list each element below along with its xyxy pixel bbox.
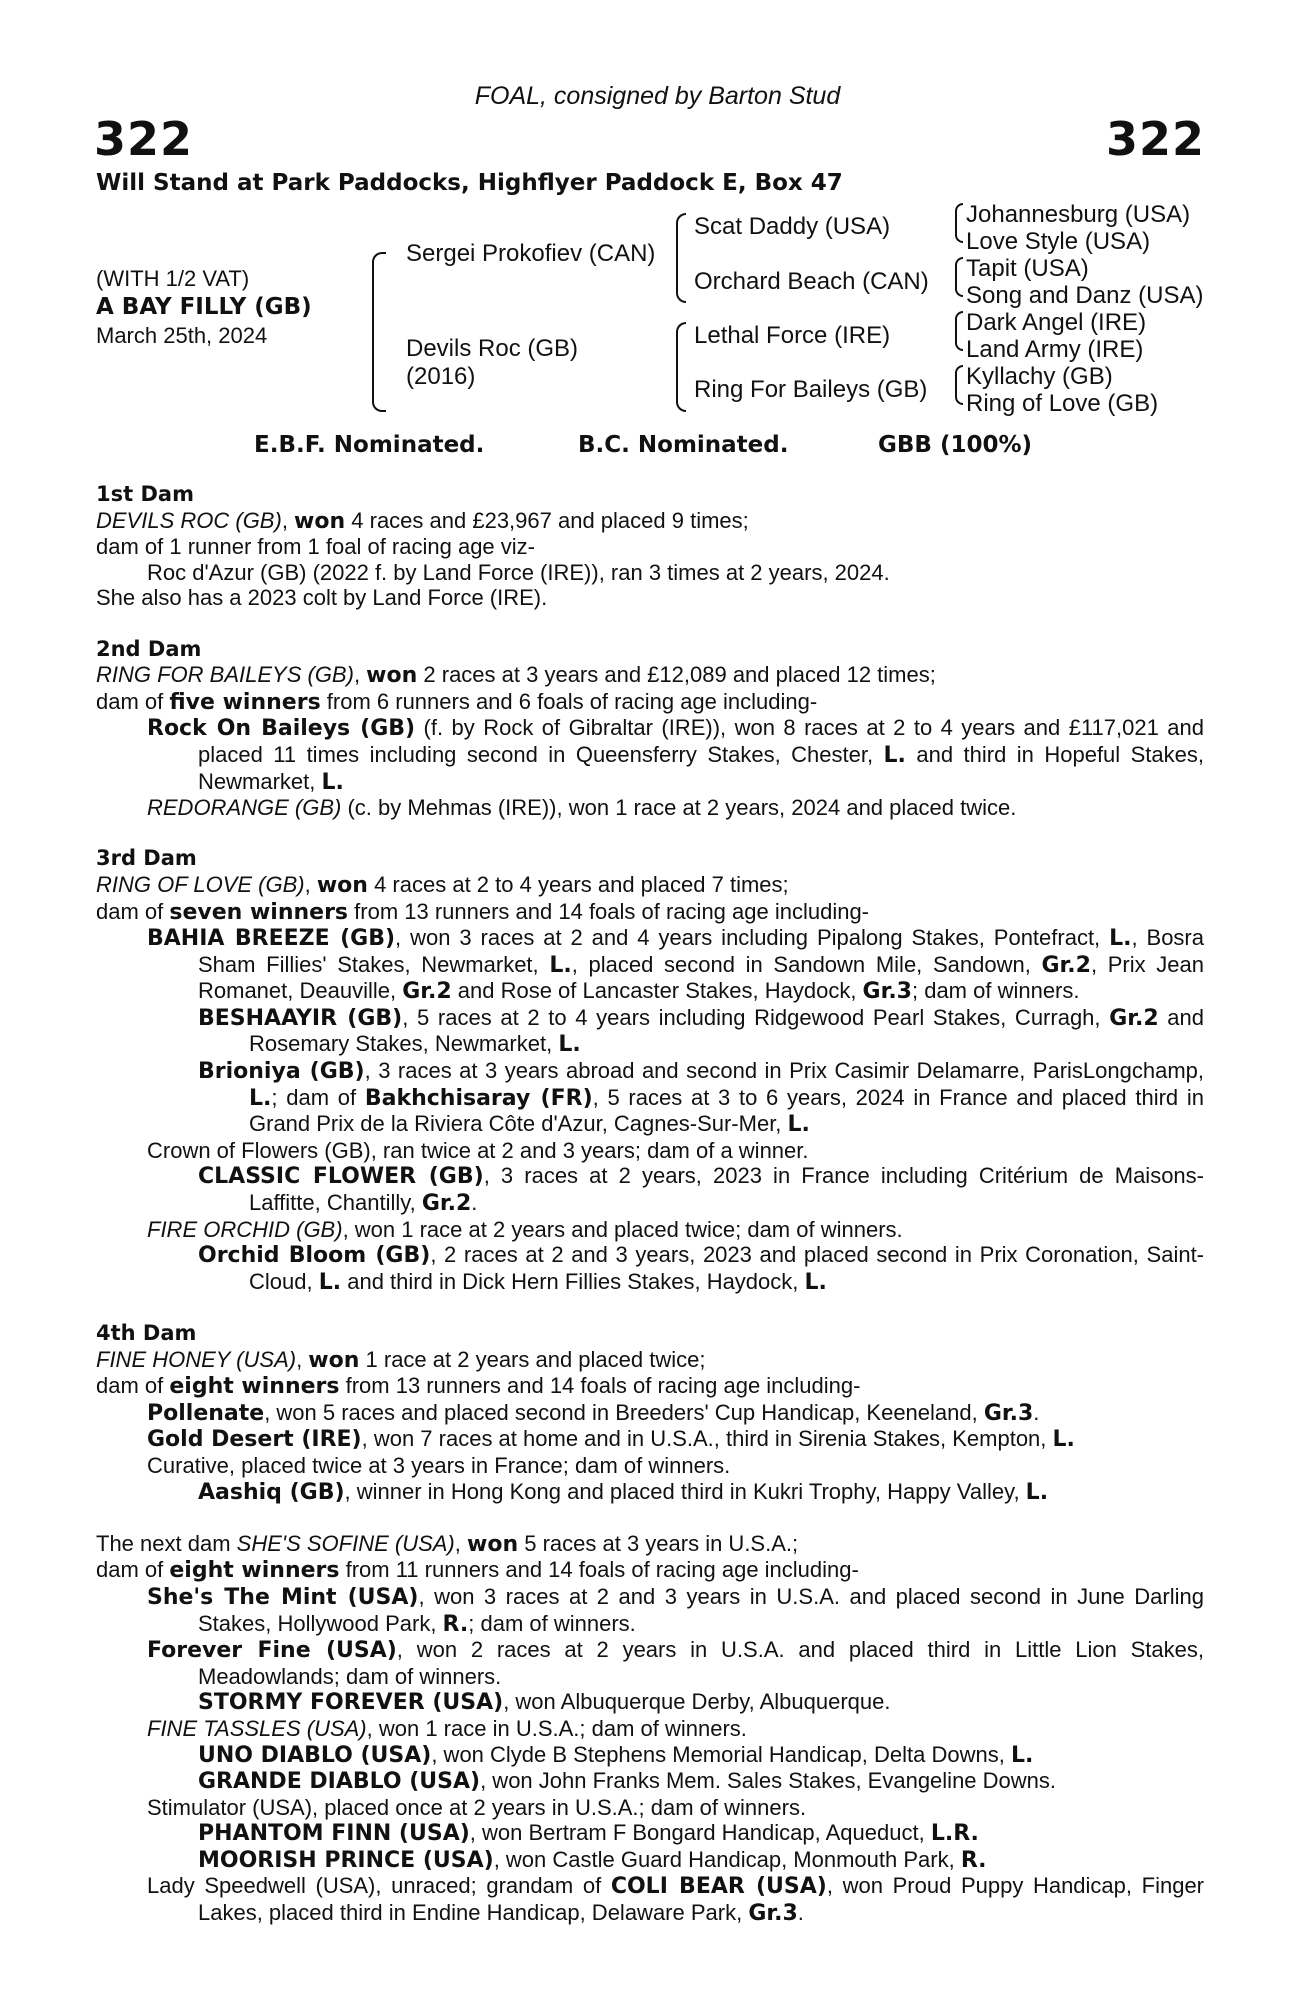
fourth-dam-record: FINE HONEY (USA), won 1 race at 2 years and placed twice; (96, 1346, 706, 1373)
dam: Devils Roc (GB) (406, 335, 579, 362)
text: , won 2 races at 2 years in U.S.A. and placed third in Little Lion Stakes, Meadowlands; dam of winners. (198, 1637, 1204, 1689)
text: , won Proud Puppy Handicap, Finger Lakes, placed third in Endine Handicap, Delaware Park, (198, 1873, 1205, 1926)
brace-sire (676, 213, 686, 303)
race-grade: L. (804, 1269, 827, 1295)
text: from 13 runners and 14 foals of racing age including- (339, 1373, 861, 1399)
third-dam-produce-summary (96, 899, 1204, 926)
record-text: 2 races at 3 years and £12,089 and placed 12 times; (417, 662, 936, 688)
lot-number-left: 322 (94, 112, 194, 166)
produce-entry: Crown of Flowers (GB), ran twice at 2 and 3 years; dam of a winner. (147, 1137, 809, 1163)
text: , won 7 races at home and in U.S.A., third in Sirenia Stakes, Kempton, (361, 1426, 1053, 1452)
catalogue-body (96, 482, 1204, 1927)
text: , 3 races at 2 years, 2023 in France including Critérium de Maisons-Laffitte, Chantilly, (249, 1163, 1204, 1216)
race-grade: L. (249, 1085, 272, 1111)
produce-entry (96, 1768, 1204, 1795)
text: from 11 runners and 14 foals of racing age including- (339, 1557, 859, 1583)
dam-year: (2016) (406, 363, 476, 390)
text: , won Bertram F Bongard Handicap, Aqueduct, (469, 1820, 931, 1846)
second-dam-produce-summary (96, 689, 1204, 716)
horse-name: Bakhchisaray (FR) (364, 1085, 593, 1111)
race-grade: L. (558, 1032, 581, 1058)
text: , 2 races at 2 and 3 years, 2023 and placed second in Prix Coronation, Saint-Cloud, (249, 1242, 1205, 1294)
race-grade: L. (1052, 1427, 1075, 1453)
consigned-by: FOAL, consigned by Barton Stud (474, 82, 841, 110)
produce-entry (96, 1242, 1204, 1295)
horse-name: Pollenate (147, 1400, 265, 1426)
produce-entry (96, 795, 1204, 821)
horse-name: PHANTOM FINN (USA) (198, 1821, 470, 1847)
text: ; dam of winners. (911, 978, 1080, 1004)
text: ; dam of winners. (468, 1610, 636, 1636)
horse-name: COLI BEAR (USA) (610, 1874, 827, 1900)
text: , Prix Jean Romanet, Deauville, (198, 951, 1204, 1004)
brace-sd (955, 257, 963, 297)
produce-entry (96, 1005, 1204, 1058)
text: and third in Dick Hern Fillies Stakes, Haydock, (341, 1268, 805, 1294)
ebf-nomination: E.B.F. Nominated. (254, 432, 485, 458)
text: (f. by Rock of Gibraltar (IRE)), won 8 races at 2 to 4 years and £117,021 and placed 11 times including second in Queensferry Stakes, Chester, (198, 715, 1204, 767)
text: , won 3 races at 2 and 3 years in U.S.A. and placed second in June Darling Stakes, Hollywood Park, (198, 1583, 1204, 1636)
race-grade: L.R. (930, 1821, 979, 1847)
first-dam-produce-summary: dam of 1 runner from 1 foal of racing age viz- (96, 534, 535, 560)
produce-entry (96, 1847, 1204, 1874)
produce-entry: Curative, placed twice at 3 years in France; dam of winners. (147, 1452, 731, 1478)
horse-name: FIRE ORCHID (GB) (147, 1216, 343, 1242)
dam-dam: Ring For Baileys (GB) (694, 376, 928, 403)
produce-entry (96, 1689, 1204, 1716)
foaling-date: March 25th, 2024 (96, 323, 268, 348)
winners-count: eight winners (169, 1558, 340, 1584)
record-text: 4 races at 2 to 4 years and placed 7 times; (367, 871, 789, 897)
text: , won 3 races at 2 and 4 years including Pipalong Stakes, Pontefract, (395, 925, 1110, 951)
lot-number-right: 322 (1105, 112, 1205, 166)
produce-entry (96, 1400, 1204, 1427)
won-label: won (294, 508, 346, 534)
text: and Rose of Lancaster Stakes, Haydock, (451, 978, 863, 1004)
race-grade: R. (960, 1847, 987, 1873)
next-dam-produce-summary (96, 1557, 1204, 1584)
horse-name: REDORANGE (GB) (147, 795, 342, 821)
text: , winner in Hong Kong and placed third in Kukri Trophy, Happy Valley, (344, 1478, 1026, 1504)
sire: Sergei Prokofiev (CAN) (406, 240, 656, 267)
dam-name: RING FOR BAILEYS (GB) (96, 662, 354, 688)
horse-name: A BAY FILLY (GB) (96, 294, 312, 320)
race-grade: L. (1109, 926, 1132, 952)
horse-name: FINE TASSLES (USA) (147, 1715, 367, 1741)
text: Lady Speedwell (USA), unraced; grandam of (147, 1873, 611, 1899)
fourth-dam-produce-summary (96, 1373, 1204, 1400)
dam-sire-sire: Dark Angel (IRE) (966, 309, 1147, 336)
sire-dam: Orchard Beach (CAN) (694, 268, 929, 295)
dam-name: RING OF LOVE (GB) (96, 871, 305, 897)
text: dam of (96, 688, 170, 714)
text: , won 1 race at 2 years and placed twice; dam of winners. (342, 1216, 903, 1242)
text: , won 1 race in U.S.A.; dam of winners. (366, 1715, 747, 1741)
brace-ss (955, 203, 963, 243)
horse-name: UNO DIABLO (USA) (198, 1742, 432, 1768)
race-grade: L. (318, 1269, 342, 1295)
race-grade: R. (442, 1611, 469, 1637)
horse-name: CLASSIC FLOWER (GB) (198, 1164, 484, 1190)
bc-nomination: B.C. Nominated. (578, 432, 789, 458)
text: , won Castle Guard Handicap, Monmouth Park, (493, 1846, 961, 1872)
gbb-status: GBB (100%) (878, 432, 1033, 458)
text: , 5 races at 2 to 4 years including Ridgewood Pearl Stakes, Curragh, (402, 1004, 1110, 1030)
race-grade: Gr.3 (983, 1400, 1034, 1426)
text: ; dam of (271, 1084, 365, 1110)
text: , 5 races at 3 to 6 years, 2024 in France and placed third in Grand Prix de la Riviera Côte d'Azur, Cagnes-Sur-Mer, (249, 1084, 1204, 1137)
winners-count: eight winners (169, 1374, 340, 1400)
text: dam of (96, 1373, 170, 1399)
dam-name: FINE HONEY (USA) (96, 1346, 297, 1372)
second-dam-heading: 2nd Dam (96, 636, 202, 661)
record-text: 4 races and £23,967 and placed 9 times; (345, 507, 749, 533)
horse-name: Forever Fine (USA) (147, 1638, 397, 1664)
brace-ds (955, 311, 963, 351)
produce-entry (96, 715, 1204, 795)
brace-dam (676, 322, 686, 412)
first-dam-heading: 1st Dam (96, 482, 194, 506)
produce-entry (96, 1163, 1204, 1216)
dam-sire-dam: Land Army (IRE) (966, 336, 1144, 363)
first-dam-record: DEVILS ROC (GB), won 4 races and £23,967 and placed 9 times; (96, 507, 749, 534)
produce-entry: Roc d'Azur (GB) (2022 f. by Land Force (IRE)), ran 3 times at 2 years, 2024. (147, 559, 890, 585)
race-grade: L. (1025, 1479, 1049, 1505)
race-grade: Gr.2 (402, 979, 452, 1005)
text: , won John Franks Mem. Sales Stakes, Evangeline Downs. (480, 1768, 1057, 1794)
race-grade: L. (321, 769, 344, 795)
horse-name: She's The Mint (USA) (147, 1584, 419, 1610)
race-grade: Gr.2 (421, 1191, 472, 1217)
produce-entry (96, 1584, 1204, 1637)
produce-entry (96, 1820, 1204, 1847)
vat-note: (WITH 1/2 VAT) (96, 266, 250, 291)
horse-name: Orchid Bloom (GB) (198, 1243, 431, 1269)
race-grade: Gr.3 (862, 979, 912, 1005)
next-dam-record: The next dam SHE'S SOFINE (USA), won 5 races at 3 years in U.S.A.; (96, 1530, 799, 1557)
produce-entry (96, 1058, 1204, 1138)
text: The next dam (96, 1530, 237, 1556)
sire-sire-sire: Johannesburg (USA) (966, 201, 1191, 228)
dam-sire: Lethal Force (IRE) (694, 322, 891, 349)
won-label: won (316, 872, 368, 898)
horse-name: BESHAAYIR (GB) (198, 1005, 403, 1031)
produce-entry (96, 1479, 1204, 1506)
won-label: won (308, 1347, 360, 1373)
first-dam-note: She also has a 2023 colt by Land Force (IRE). (96, 585, 548, 611)
won-label: won (467, 1531, 519, 1557)
race-grade: Gr.3 (748, 1901, 798, 1927)
horse-name: BAHIA BREEZE (GB) (147, 926, 396, 952)
horse-name: MOORISH PRINCE (USA) (198, 1847, 494, 1873)
race-grade: L. (549, 952, 572, 978)
sire-sire: Scat Daddy (USA) (694, 213, 891, 240)
winners-count: seven winners (169, 899, 349, 925)
third-dam-record: RING OF LOVE (GB), won 4 races at 2 to 4 years and placed 7 times; (96, 871, 789, 898)
text: dam of (96, 1557, 170, 1583)
sire-dam-sire: Tapit (USA) (966, 255, 1089, 282)
produce-entry (96, 1637, 1204, 1689)
produce-entry (96, 1716, 1204, 1742)
race-grade: L. (787, 1112, 810, 1138)
second-dam-record: RING FOR BAILEYS (GB), won 2 races at 3 years and £12,089 and placed 12 times; (96, 662, 936, 689)
horse-name: GRANDE DIABLO (USA) (198, 1769, 481, 1795)
won-label: won (366, 663, 418, 689)
text: and third in Hopeful Stakes, Newmarket, (198, 741, 1204, 794)
text: . (797, 1900, 804, 1926)
produce-entry (96, 1742, 1204, 1769)
dam-name: SHE'S SOFINE (USA) (236, 1530, 455, 1556)
text: and Rosemary Stakes, Newmarket, (249, 1004, 1204, 1057)
text: . (1033, 1399, 1040, 1425)
winners-count: five winners (169, 689, 321, 715)
text: , placed second in Sandown Mile, Sandown, (571, 951, 1042, 977)
produce-entry (96, 1873, 1204, 1926)
dam-name: DEVILS ROC (GB) (96, 507, 282, 533)
stand-location: Will Stand at Park Paddocks, Highflyer Paddock E, Box 47 (96, 170, 843, 196)
horse-name: Gold Desert (IRE) (147, 1427, 362, 1453)
produce-entry (96, 925, 1204, 1005)
text: dam of (96, 898, 170, 924)
produce-entry (96, 1217, 1204, 1243)
text: from 13 runners and 14 foals of racing age including- (348, 898, 870, 924)
text: . (471, 1190, 478, 1216)
fourth-dam-heading: 4th Dam (96, 1321, 197, 1345)
text: (c. by Mehmas (IRE)), won 1 race at 2 years, 2024 and placed twice. (341, 795, 1017, 821)
text: , 3 races at 3 years abroad and second in Prix Casimir Delamarre, ParisLongchamp, (364, 1058, 1204, 1084)
brace-gen1 (372, 252, 386, 412)
record-text: 1 race at 2 years and placed twice; (359, 1346, 706, 1372)
dam-dam-sire: Kyllachy (GB) (966, 363, 1113, 390)
text: , won Albuquerque Derby, Albuquerque. (503, 1689, 891, 1715)
dam-dam-dam: Ring of Love (GB) (966, 390, 1159, 417)
horse-name: STORMY FOREVER (USA) (198, 1690, 504, 1716)
race-grade: Gr.2 (1041, 952, 1091, 978)
race-grade: L. (883, 742, 906, 768)
brace-dd (955, 365, 963, 405)
race-grade: Gr.2 (1109, 1005, 1159, 1031)
race-grade: L. (1010, 1742, 1034, 1768)
horse-name: Brioniya (GB) (198, 1059, 365, 1085)
horse-name: Rock On Baileys (GB) (147, 716, 416, 742)
third-dam-heading: 3rd Dam (96, 846, 197, 871)
text: , Bosra Sham Fillies' Stakes, Newmarket, (198, 925, 1204, 977)
horse-name: Aashiq (GB) (198, 1479, 345, 1505)
text: from 6 runners and 6 foals of racing age including- (320, 688, 818, 714)
text: , won 5 races and placed second in Breeders' Cup Handicap, Keeneland, (264, 1399, 984, 1425)
produce-entry (96, 1426, 1204, 1453)
produce-entry: Stimulator (USA), placed once at 2 years in U.S.A.; dam of winners. (147, 1794, 807, 1820)
text: , won Clyde B Stephens Memorial Handicap, Delta Downs, (431, 1741, 1011, 1767)
sire-sire-dam: Love Style (USA) (966, 228, 1151, 255)
sire-dam-dam: Song and Danz (USA) (966, 282, 1204, 309)
record-text: 5 races at 3 years in U.S.A.; (518, 1530, 799, 1556)
